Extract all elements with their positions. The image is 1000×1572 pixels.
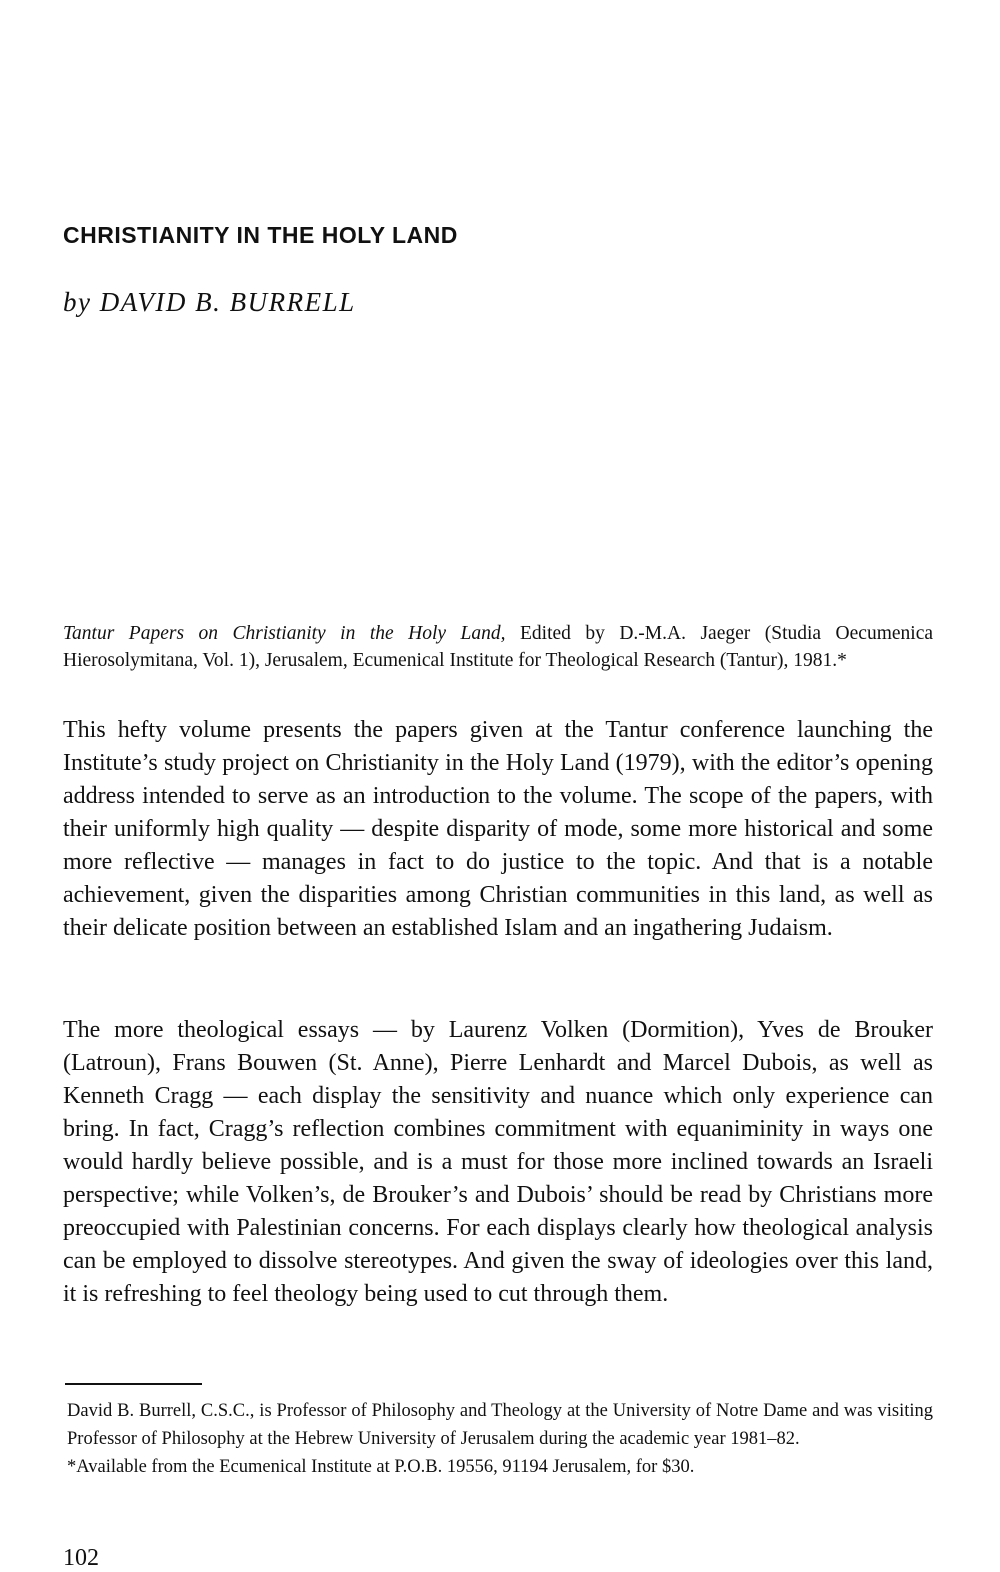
article-title: CHRISTIANITY IN THE HOLY LAND xyxy=(63,222,458,248)
book-citation xyxy=(63,620,933,674)
page-number: 102 xyxy=(63,1545,99,1571)
availability-footnote: *Available from the Ecumenical Institute at P.O.B. 19556, 91194 Jerusalem, for $30. xyxy=(67,1457,695,1477)
book-title: Tantur Papers on Christianity in the Holy Land, xyxy=(63,623,506,644)
author-footnote: David B. Burrell, C.S.C., is Professor of Philosophy and Theology at the University of Notre Dame and was visiting Professor of Philosophy at the Hebrew University of Jerusalem during the academic year 1981–82. xyxy=(67,1401,933,1449)
body-paragraph-2: The more theological essays — by Laurenz Volken (Dormition), Yves de Brouker (Latroun), Frans Bouwen (St. Anne), Pierre Lenhardt and Marcel Dubois, as well as Kenneth Cragg — each display the sensitivity and nuance which only experience can bring. In fact, Cragg’s reflection combines commitment with equaniminity in ways one would hardly believe possible, and is a must for those more inclined towards an Israeli perspective; while Volken’s, de Brouker’s and Dubois’ should be read by Christians more preoccupied with Palestinian concerns. For each displays clearly how theological analysis can be employed to dissolve stereotypes. And given the sway of ideologies over this land, it is refreshing to feel theology being used to cut through them. xyxy=(63,1017,933,1307)
author-byline: by DAVID B. BURRELL xyxy=(63,287,356,317)
citation-details: Edited by D.-M.A. Jaeger (Studia Oecumenica Hierosolymitana, Vol. 1), Jerusalem, Ecumenical Institute for Theological Research (Tantur), 1981.* xyxy=(63,623,933,671)
footnote-divider xyxy=(65,1383,202,1385)
body-paragraph-1: This hefty volume presents the papers given at the Tantur conference launching the Institute’s study project on Christianity in the Holy Land (1979), with the editor’s opening address intended to serve as an introduction to the volume. The scope of the papers, with their uniformly high quality — despite disparity of mode, some more historical and some more reflective — manages in fact to do justice to the topic. And that is a notable achievement, given the disparities among Christian communities in this land, as well as their delicate position between an established Islam and an ingathering Judaism. xyxy=(63,717,933,941)
footnotes xyxy=(67,1397,933,1481)
